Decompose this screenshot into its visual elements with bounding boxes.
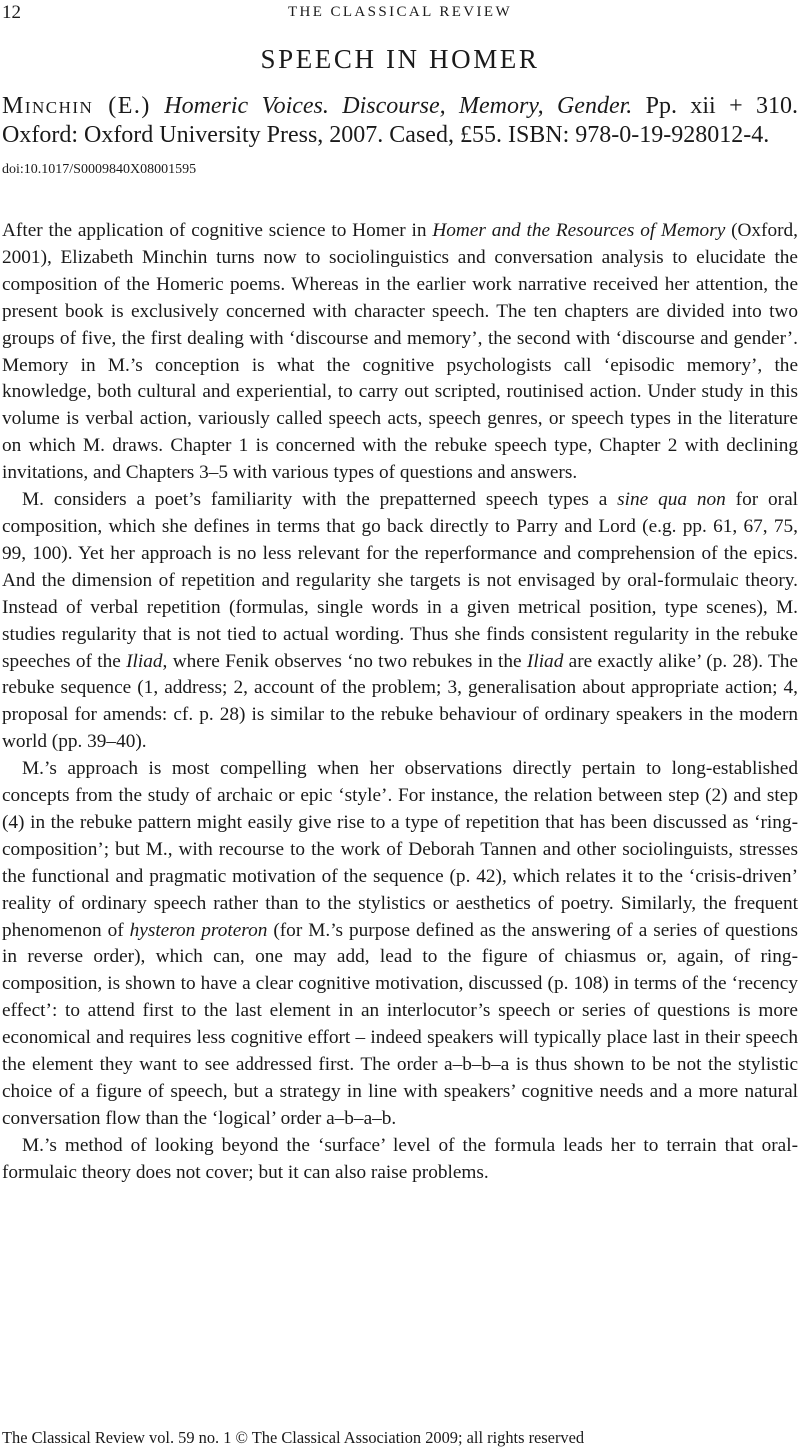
book-citation <box>2 92 798 150</box>
text-run: , where Fenik observes ‘no two rebukes in the <box>162 650 527 672</box>
review-body <box>2 218 798 1187</box>
text-run: M.’s approach is most compelling when her observations directly pertain to long-established concepts from the study of archaic or epic ‘style’. For instance, the relation between step (2) and step (4) in the rebuke pattern might easily give rise to a type of repetition that has been discussed as ‘ring-composition’; but M., with recourse to the work of Deborah Tannen and other sociolinguists, stresses the functional and pragmatic motivation of the sequence (p. 42), which relates it to the ‘crisis-driven’ reality of ordinary speech rather than to the stylistics or aesthetics of poetry. Similarly, the frequent phenomenon of <box>2 758 798 941</box>
italic-run: sine qua non <box>617 489 726 511</box>
text-run: (for M.’s purpose defined as the answering of a series of questions in reverse order), which can, one may add, lead to the figure of chiasmus or, again, of ring-composition, is shown to have a clear cognitive motivation, discussed (p. 108) in terms of the ‘recency effect’: to attend first to the last element in an interlocutor’s speech or series of questions is more economical and requires less cognitive effort – indeed speakers will typically place last in their speech the element they want to see addressed first. The order a–b–b–a is thus shown to be not the stylistic choice of a figure of speech, but a strategy in line with speakers’ cognitive needs and a more natural conversation flow than the ‘logical’ order a–b–a–b. <box>2 919 798 1129</box>
paragraph-2 <box>2 487 798 756</box>
italic-run: Iliad <box>526 650 564 672</box>
paragraph-1 <box>2 218 798 487</box>
citation-author: Minchin (E.) <box>2 93 151 119</box>
journal-running-title: THE CLASSICAL REVIEW <box>287 4 513 20</box>
running-head <box>2 2 798 24</box>
italic-run: Homer and the Resources of Memory <box>432 220 726 241</box>
text-run: are exactly alike’ (p. 28). The rebuke sequence (1, address; 2, account of the problem; 3, generalisation about appropriate action; 4, proposal for amends: cf. p. 28) is similar to the rebuke behaviour of ordinary speakers in the modern world (pp. 39–40). <box>2 650 798 753</box>
page-footer: The Classical Review vol. 59 no. 1 © The Classical Association 2009; all rights reserved <box>2 1428 585 1447</box>
italic-run: hysteron proteron <box>129 919 268 941</box>
review-title: SPEECH IN HOMER <box>260 44 540 74</box>
paragraph-3 <box>2 756 798 1133</box>
citation-details: Pp. xii + 310. Oxford: Oxford University Press, 2007. Cased, £55. ISBN: 978-0-19-928012-4. <box>2 93 799 148</box>
text-run: (Oxford, 2001), Elizabeth Minchin turns now to sociolinguistics and conversation analysis to elucidate the composition of the Homeric poems. Whereas in the earlier work narrative received her attention, the present book is exclusively concerned with character speech. The ten chapters are divided into two groups of five, the first dealing with ‘discourse and memory’, the second with ‘discourse and gender’. Memory in M.’s conception is what the cognitive psychologists call ‘episodic memory’, the knowledge, both cultural and experiential, to carry out scripted, routinised action. Under study in this volume is verbal action, variously called speech acts, speech genres, or speech types in the literature on which M. draws. Chapter 1 is concerned with the rebuke speech type, Chapter 2 with declining invitations, and Chapters 3–5 with various types of questions and answers. <box>2 220 798 484</box>
text-run: M.’s method of looking beyond the ‘surface’ level of the formula leads her to terrain that oral-formulaic theory does not cover; but it can also raise problems. <box>2 1134 798 1183</box>
page-number: 12 <box>2 2 21 23</box>
text-run: for oral composition, which she defines in terms that go back directly to Parry and Lord (e.g. pp. 61, 67, 75, 99, 100). Yet her approach is no less relevant for the reperformance and comprehension of the epics. And the dimension of repetition and regularity she targets is not envisaged by oral-formulaic theory. Instead of verbal repetition (formulas, single words in a given metrical position, type scenes), M. studies regularity that is not tied to actual wording. Thus she finds consistent regularity in the rebuke speeches of the <box>2 489 798 672</box>
paragraph-4 <box>2 1133 798 1187</box>
text-run: After the application of cognitive science to Homer in <box>2 220 433 241</box>
text-run: M. considers a poet’s familiarity with the prepatterned speech types a <box>22 489 618 511</box>
italic-run: Iliad <box>126 650 163 672</box>
citation-book-title: Homeric Voices. Discourse, Memory, Gender. <box>164 93 633 119</box>
doi: doi:10.1017/S0009840X08001595 <box>2 162 197 177</box>
